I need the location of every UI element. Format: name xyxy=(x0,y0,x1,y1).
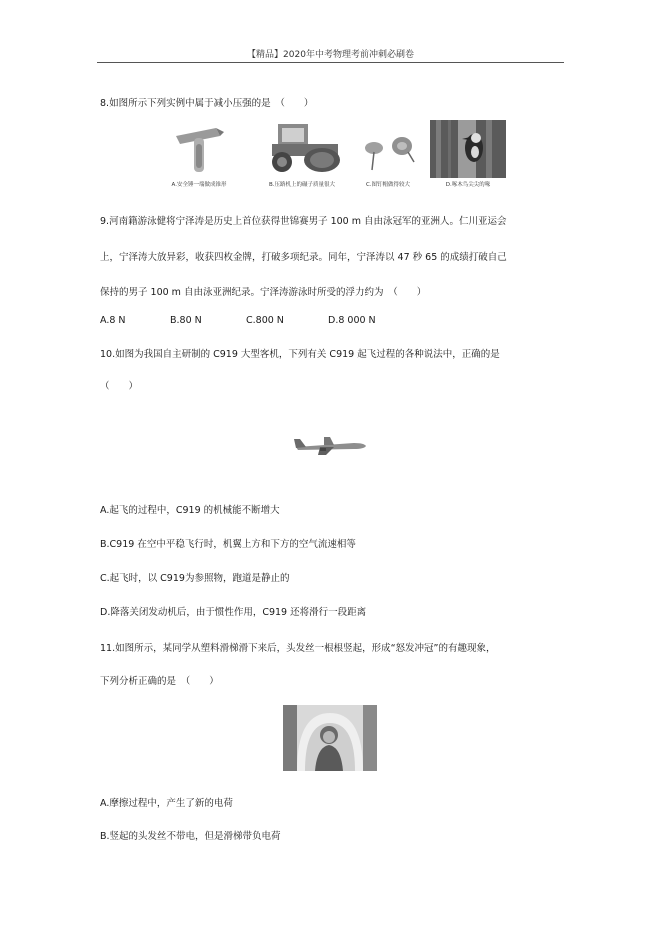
q10-line-1: 10.如图为我国自主研制的 C919 大型客机，下列有关 C919 起飞过程的各种说法中，正确的是 xyxy=(100,349,500,360)
road-roller-icon xyxy=(264,122,344,174)
q8-image-a xyxy=(160,120,238,192)
q8-image-b xyxy=(252,120,352,192)
q8-figure xyxy=(160,120,506,192)
q11-line-2: 下列分析正确的是 （ ） xyxy=(100,676,219,687)
q8-image-c xyxy=(356,120,420,192)
q8-caption-a: A.安全锤一端做成锥形 xyxy=(171,182,227,188)
q10-option-b: B.C919 在空中平稳飞行时，机翼上方和下方的空气流速相等 xyxy=(100,539,356,550)
q8-caption-d: D.啄木鸟尖尖的喙 xyxy=(445,182,491,188)
safety-hammer-icon xyxy=(170,124,226,174)
thumbtack-icon xyxy=(360,134,418,174)
q9-line-1: 9.河南籍游泳健将宁泽涛是历史上首位获得世锦赛男子 100 m 自由泳冠军的亚洲人。仁川亚运会 xyxy=(100,216,507,227)
woodpecker-photo xyxy=(430,120,506,178)
q8-caption-b: B.压路机上的碾子质量很大 xyxy=(268,182,336,188)
q9-line-3: 保持的男子 100 m 自由泳亚洲纪录。宁泽涛游泳时所受的浮力约为 （ ） xyxy=(100,287,427,298)
page-header: 【精品】2020年中考物理考前冲刺必刷卷 xyxy=(247,50,414,60)
q11-line-1: 11.如图所示，某同学从塑料滑梯滑下来后，头发丝一根根竖起，形成“怒发冲冠”的有趣现象， xyxy=(100,643,496,654)
child-on-slide-photo xyxy=(283,705,377,771)
q11-option-a: A.摩擦过程中，产生了新的电荷 xyxy=(100,798,233,809)
q9-option-a: A.8 N xyxy=(100,315,126,326)
q10-line-2: （ ） xyxy=(100,381,139,392)
header-rule xyxy=(97,62,564,63)
q9-option-d: D.8 000 N xyxy=(328,315,376,326)
q10-option-c: C.起飞时，以 C919为参照物，跑道是静止的 xyxy=(100,573,290,584)
q9-option-c: C.800 N xyxy=(246,315,284,326)
q8-stem: 8.如图所示下列实例中属于减小压强的是 （ ） xyxy=(100,98,314,109)
q8-caption-c: C.图钉帽做得较大 xyxy=(365,182,411,188)
q9-line-2: 上，宁泽涛大放异彩，收获四枚金牌，打破多项纪录。同年，宁泽涛以 47 秒 65 的成绩打破自己 xyxy=(100,252,507,263)
q8-image-d xyxy=(430,120,506,192)
airplane-icon xyxy=(290,433,368,457)
q11-option-b: B.竖起的头发丝不带电，但是滑梯带负电荷 xyxy=(100,831,281,842)
q10-option-a: A.起飞的过程中，C919 的机械能不断增大 xyxy=(100,505,280,516)
q9-option-b: B.80 N xyxy=(170,315,202,326)
q10-option-d: D.降落关闭发动机后，由于惯性作用，C919 还将滑行一段距离 xyxy=(100,607,367,618)
